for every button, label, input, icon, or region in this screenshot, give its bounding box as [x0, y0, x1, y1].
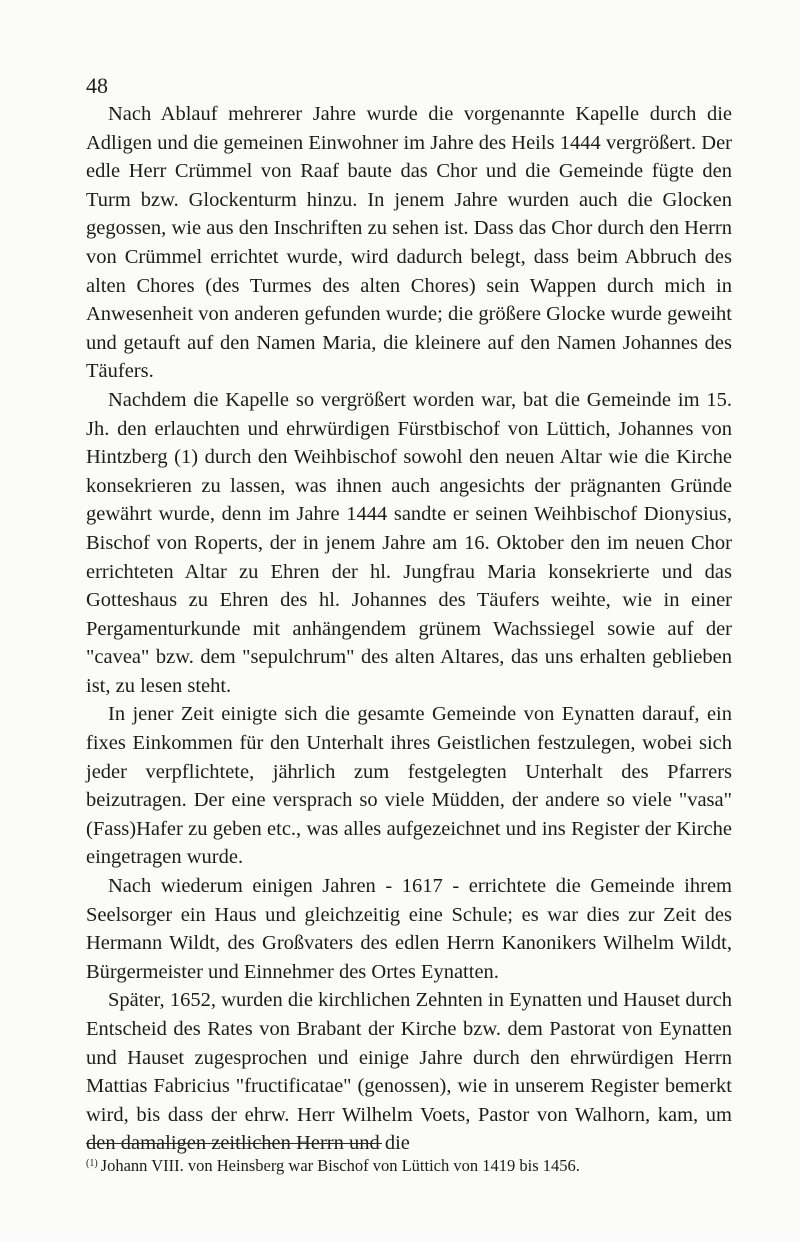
- body-text: [86, 100, 732, 1158]
- page-number: 48: [86, 73, 108, 98]
- footnote-divider: [86, 1143, 382, 1144]
- footnote-text: Johann VIII. von Heinsberg war Bischof von Lüttich von 1419 bis 1456.: [100, 1156, 580, 1175]
- paragraph-2: Nachdem die Kapelle so vergrößert worden war, bat die Gemeinde im 15. Jh. den erlauchten und ehrwürdigen Fürstbischof von Lüttich, Johannes von Hintzberg (1) durch den Weihbischof sowohl den neuen Altar wie die Kirche konsekrieren zu lassen, was ihnen auch angesichts der prägnanten Gründe gewährt wurde, denn im Jahre 1444 sandte er seinen Weihbischof Dionysius, Bischof von Roperts, der in jenem Jahre am 16. Oktober den im neuen Chor errichteten Altar zu Ehren der hl. Jungfrau Maria konsekrierte und das Gotteshaus zu Ehren des hl. Johannes des Täufers weihte, wie in einer Pergamenturkunde mit anhängendem grünem Wachssiegel sowie auf der "cavea" bzw. dem "sepulchrum" des alten Altares, das uns erhalten geblieben ist, zu lesen steht.: [86, 388, 732, 697]
- paragraph-3: In jener Zeit einigte sich die gesamte Gemeinde von Eynatten darauf, ein fixes Einkommen für den Unterhalt ihres Geistlichen festzulegen, wobei sich jeder verpflichtete, jährlich zum festgelegten Unterhalt des Pfarrers beizutragen. Der eine versprach so viele Müdden, der andere so viele "vasa" (Fass)Hafer zu geben etc., was alles aufgezeichnet und ins Register der Kirche eingetragen wurde.: [86, 703, 732, 869]
- paragraph-5: Später, 1652, wurden die kirchlichen Zehnten in Eynatten und Hauset durch Entscheid des Rates von Brabant der Kirche bzw. dem Pastorat von Eynatten und Hauset zugesprochen und einige Jahre durch den ehrwürdigen Herrn Mattias Fabricius "fructificatae" (genossen), wie in unserem Register bemerkt wird, bis dass der ehrw. Herr Wilhelm Voets, Pastor von Walhorn, kam, um den damaligen zeitlichen Herrn und die: [86, 989, 732, 1155]
- paragraph-4: Nach wiederum einigen Jahren - 1617 - errichtete die Gemeinde ihrem Seelsorger ein Haus und gleichzeitig eine Schule; es war dies zur Zeit des Hermann Wildt, des Großvaters des edlen Herrn Kanonikers Wilhelm Wildt, Bürgermeister und Einnehmer des Ortes Eynatten.: [86, 875, 732, 983]
- footnote-marker: (1): [86, 1158, 98, 1169]
- paragraph-1: Nach Ablauf mehrerer Jahre wurde die vorgenannte Kapelle durch die Adligen und die gemeinen Einwohner im Jahre des Heils 1444 vergrößert. Der edle Herr Crümmel von Raaf baute das Chor und die Gemeinde fügte den Turm bzw. Glockenturm hinzu. In jenem Jahre wurden auch die Glocken gegossen, wie aus den Inschriften zu sehen ist. Dass das Chor durch den Herrn von Crümmel errichtet wurde, wird dadurch belegt, dass beim Abbruch des alten Chores (des Turmes des alten Chores) sein Wappen durch mich in Anwesenheit von anderen gefunden wurde; die größere Glocke wurde geweiht und getauft auf den Namen Maria, die kleinere auf den Namen Johannes des Täufers.: [86, 103, 732, 383]
- footnote: [86, 1153, 732, 1177]
